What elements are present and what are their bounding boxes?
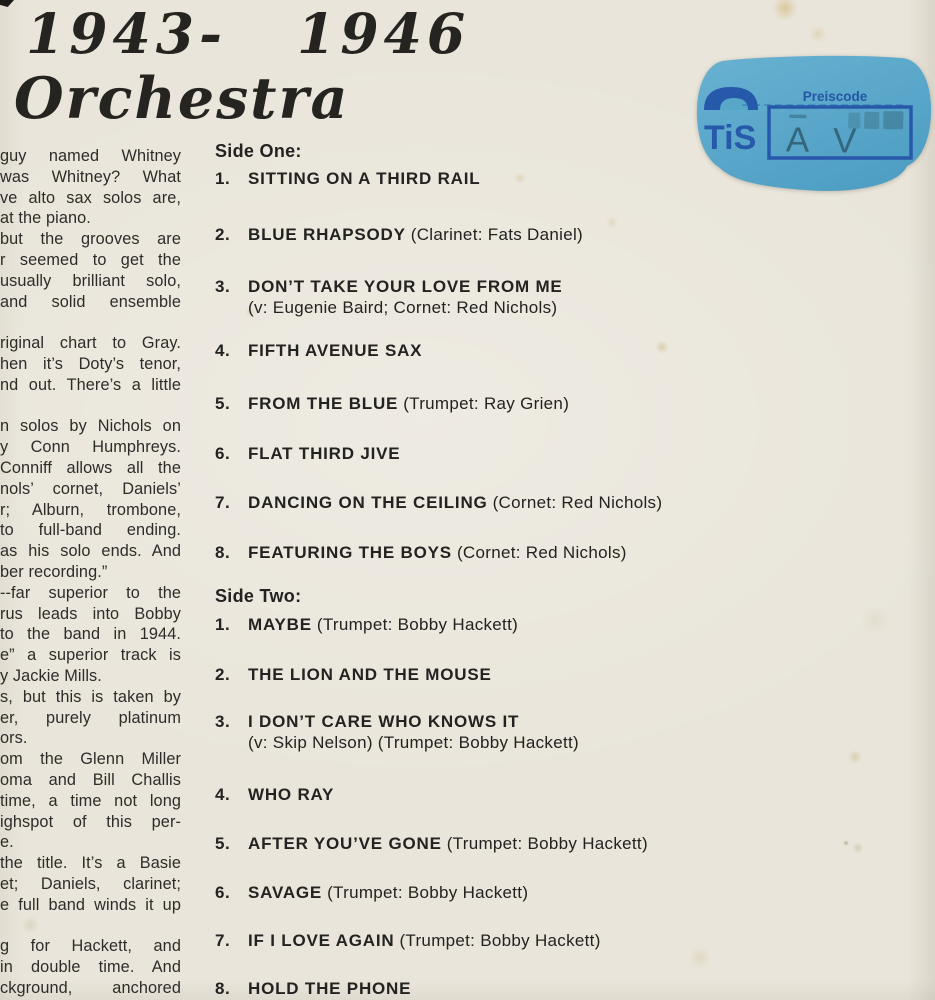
review-line: ors. — [0, 729, 28, 748]
track-title: BLUE RHAPSODY — [248, 225, 406, 244]
track-row — [215, 930, 795, 951]
track-number: 8. — [215, 543, 231, 562]
track-row — [215, 224, 795, 245]
track-row — [215, 614, 795, 635]
stamp-smudge — [883, 111, 903, 129]
track-number: 6. — [215, 883, 231, 902]
track-number: 7. — [215, 931, 231, 950]
review-line: y Jackie Mills. — [0, 666, 102, 685]
track-number: 1. — [215, 169, 231, 188]
review-line: to the band in 1944. — [0, 625, 181, 644]
review-line: usually brilliant solo, — [0, 271, 181, 290]
track-row — [215, 664, 795, 685]
review-line: but the grooves are — [0, 230, 181, 249]
review-line: time, a time not long — [0, 791, 181, 810]
review-line: s, but this is taken by — [0, 687, 181, 706]
review-line: ckground, anchored — [0, 978, 181, 997]
review-line: hen it’s Doty’s tenor, — [0, 354, 181, 373]
track-row — [215, 978, 795, 999]
review-line: n solos by Nichols on — [0, 417, 181, 436]
review-line: rus leads into Bobby — [0, 604, 181, 623]
review-column — [0, 146, 181, 999]
review-line: r seemed to get the — [0, 250, 181, 269]
track-number: 7. — [215, 493, 231, 512]
stamp-smudge — [789, 114, 806, 118]
review-line: and solid ensemble — [0, 292, 181, 311]
track-credit: (Trumpet: Bobby Hackett) — [322, 883, 529, 902]
review-line: guy named Whitney — [0, 147, 181, 165]
track-title: DON’T TAKE YOUR LOVE FROM ME — [248, 277, 563, 296]
track-row — [215, 340, 795, 361]
review-line: the title. It’s a Basie — [0, 854, 181, 873]
track-title: I DON’T CARE WHO KNOWS IT — [248, 712, 520, 731]
track-row — [215, 833, 795, 854]
review-line: et; Daniels, clarinet; — [0, 874, 181, 893]
review-line: nols’ cornet, Daniels’ — [0, 479, 181, 498]
review-line: to full-band ending. — [0, 521, 181, 540]
review-line: om the Glenn Miller — [0, 750, 181, 769]
track-title: SAVAGE — [248, 883, 323, 902]
tis-logo-icon — [704, 87, 758, 157]
track-number: 5. — [215, 394, 231, 413]
track-credit: (Clarinet: Fats Daniel) — [405, 225, 583, 244]
album-title-orchestra: Orchestra — [14, 65, 350, 132]
review-line: at the piano. — [0, 209, 91, 228]
track-row — [215, 542, 795, 563]
review-line: y Conn Humphreys. — [0, 438, 181, 457]
preiscode-label: Preiscode — [802, 89, 868, 104]
track-row — [215, 393, 795, 414]
review-line: ber recording.” — [0, 562, 108, 581]
review-line: was Whitney? What — [0, 167, 181, 186]
cropped-print-mark — [0, 0, 14, 7]
stamp-smudge — [848, 112, 860, 128]
track-title: FLAT THIRD JIVE — [248, 444, 401, 463]
track-title: THE LION AND THE MOUSE — [248, 665, 492, 684]
review-line: Conniff allows all the — [0, 458, 181, 477]
review-line: ighspot of this per- — [0, 812, 181, 831]
review-line: er, purely platinum — [0, 708, 181, 727]
review-line: r; Alburn, trombone, — [0, 500, 181, 519]
track-number: 2. — [215, 225, 231, 244]
review-line — [0, 312, 181, 333]
track-title: AFTER YOU’VE GONE — [248, 834, 442, 853]
track-row — [215, 276, 795, 318]
track-number: 4. — [215, 341, 231, 360]
track-title: MAYBE — [248, 615, 312, 634]
track-credit-line2: (v: Eugenie Baird; Cornet: Red Nichols) — [248, 298, 558, 317]
review-line: e” a superior track is — [0, 646, 181, 665]
review-line: oma and Bill Challis — [0, 770, 181, 789]
review-line — [0, 396, 181, 417]
review-line: ve alto sax solos are, — [0, 188, 181, 207]
track-number: 6. — [215, 444, 231, 463]
price-stamp-text: A V — [785, 120, 865, 161]
review-line: nd out. There’s a little — [0, 375, 181, 394]
track-credit: (Trumpet: Ray Grien) — [398, 394, 570, 413]
track-title: FROM THE BLUE — [248, 394, 399, 413]
review-line: in double time. And — [0, 958, 181, 977]
track-credit: (Cornet: Red Nichols) — [487, 493, 663, 512]
review-line: g for Hackett, and — [0, 937, 181, 956]
review-line: e. — [0, 833, 14, 852]
tis-logo-text: TiS — [704, 119, 757, 157]
track-title: FEATURING THE BOYS — [248, 543, 452, 562]
track-row — [215, 443, 795, 464]
review-line: as his solo ends. And — [0, 542, 181, 561]
track-number: 3. — [215, 277, 231, 296]
track-title: WHO RAY — [248, 785, 335, 804]
side-two-header: Side Two: — [215, 586, 302, 606]
track-number: 1. — [215, 615, 231, 634]
track-title: DANCING ON THE CEILING — [248, 493, 488, 512]
track-credit: (Trumpet: Bobby Hackett) — [441, 834, 648, 853]
track-credit: (Trumpet: Bobby Hackett) — [394, 931, 601, 950]
track-title: HOLD THE PHONE — [248, 979, 412, 998]
track-credit: (Cornet: Red Nichols) — [451, 543, 627, 562]
price-sticker — [690, 48, 935, 198]
review-line: e full band winds it up — [0, 895, 181, 914]
track-number: 2. — [215, 665, 231, 684]
track-number: 3. — [215, 712, 231, 731]
stamp-smudge — [864, 112, 879, 129]
track-number: 4. — [215, 785, 231, 804]
album-title-years: 1943- 1946 — [26, 1, 471, 66]
track-credit-line2: (v: Skip Nelson) (Trumpet: Bobby Hackett) — [248, 733, 579, 752]
track-row — [215, 784, 795, 805]
review-line — [0, 915, 181, 936]
track-number: 5. — [215, 834, 231, 853]
track-title: FIFTH AVENUE SAX — [248, 341, 423, 360]
track-credit: (Trumpet: Bobby Hackett) — [311, 615, 519, 634]
track-row — [215, 492, 795, 513]
side-one-header: Side One: — [215, 141, 302, 161]
review-line: riginal chart to Gray. — [0, 334, 181, 353]
track-row — [215, 711, 795, 753]
track-title: IF I LOVE AGAIN — [248, 931, 395, 950]
track-row — [215, 882, 795, 903]
track-number: 8. — [215, 979, 231, 998]
review-line: --far superior to the — [0, 583, 181, 602]
track-title: SITTING ON A THIRD RAIL — [248, 169, 481, 188]
